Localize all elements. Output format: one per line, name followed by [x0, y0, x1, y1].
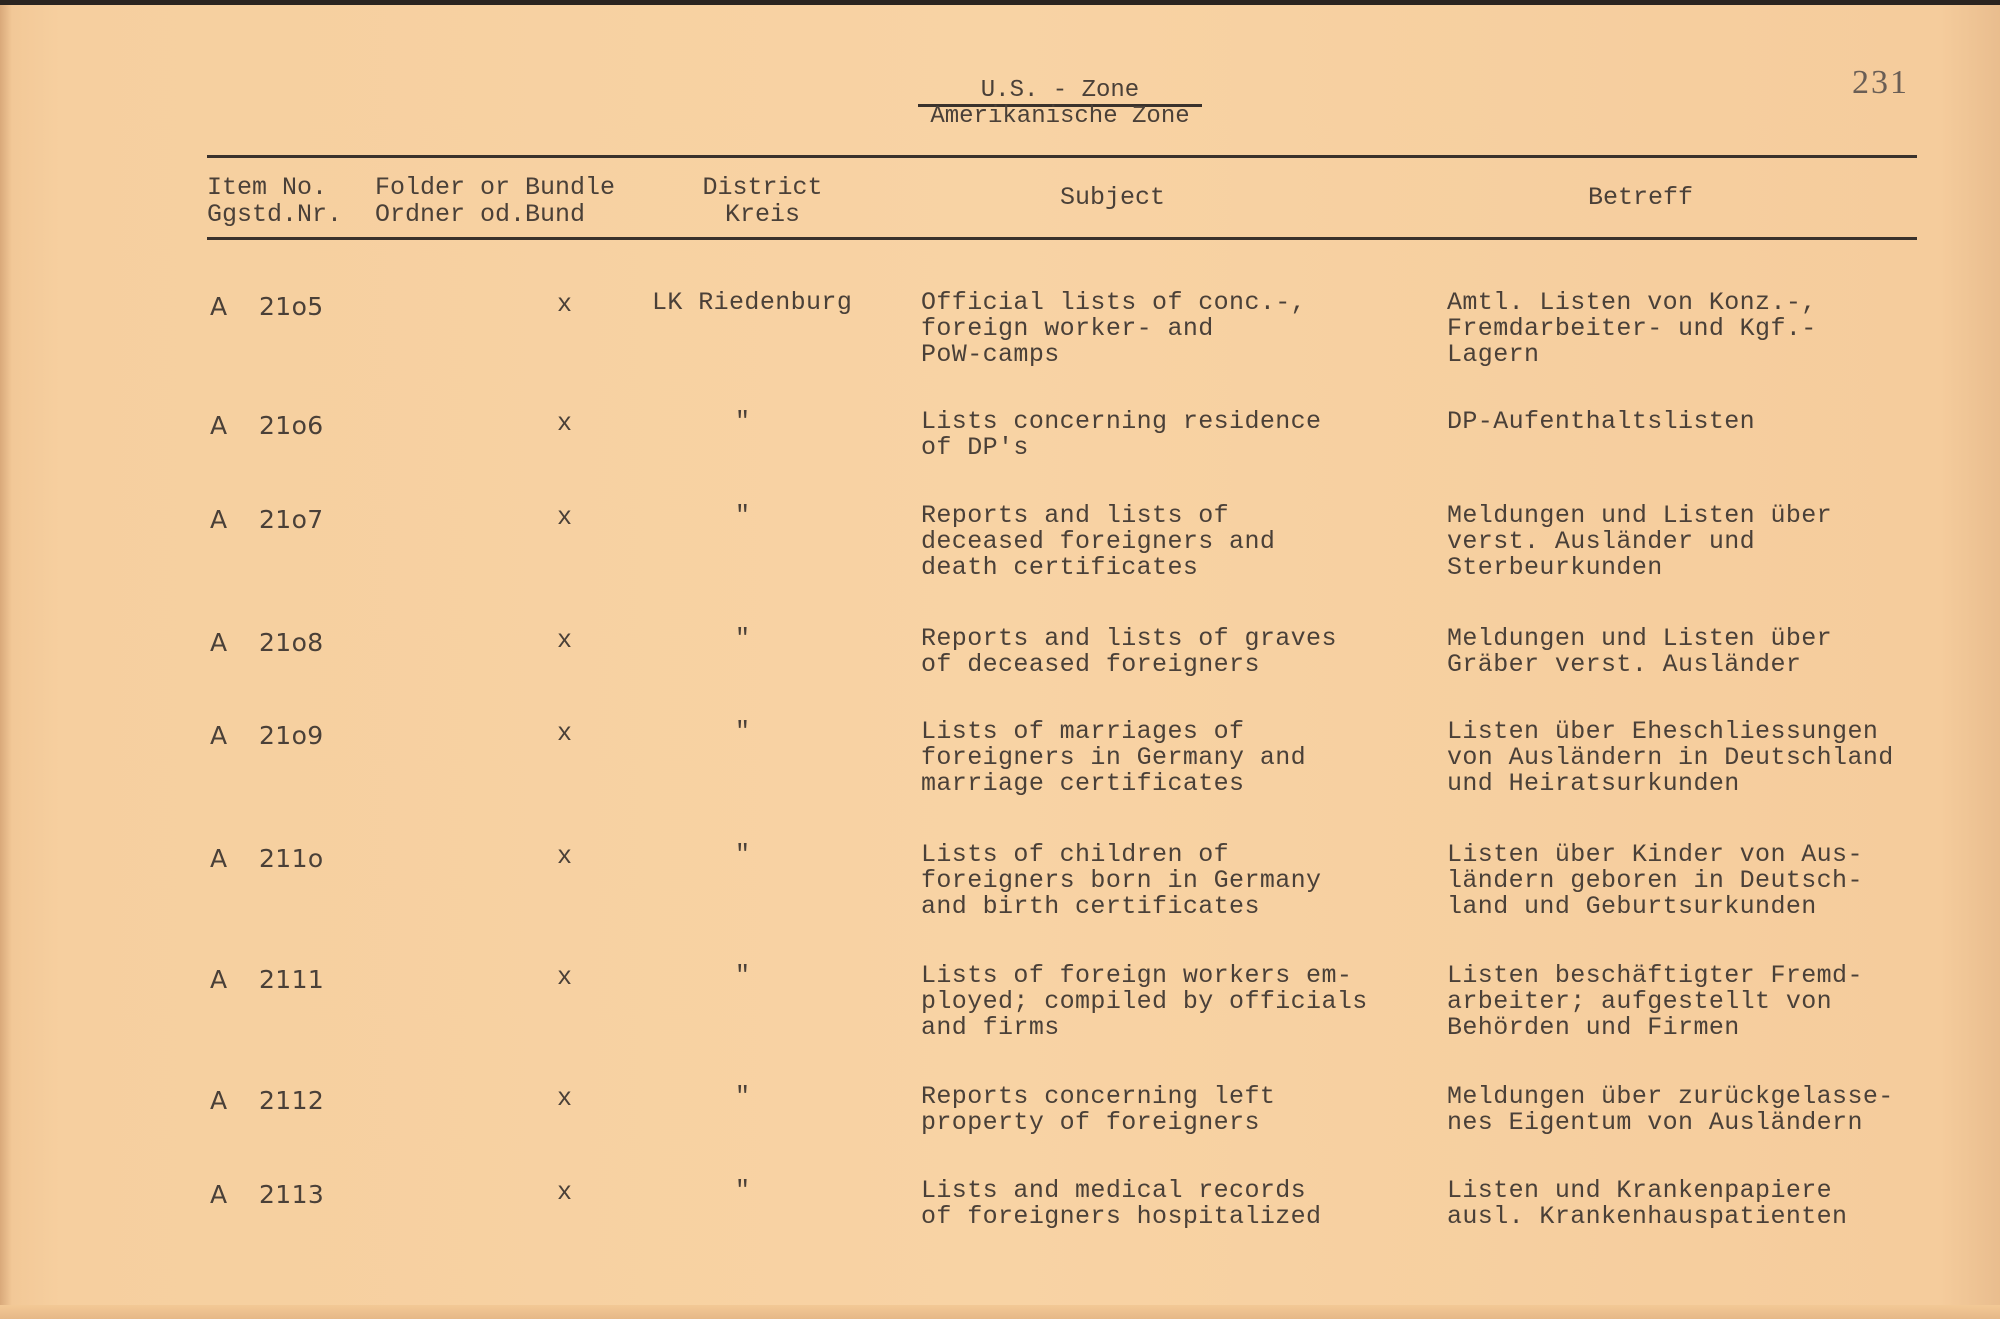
betreff: Listen und Krankenpapiere ausl. Krankenhauspatienten: [1447, 1176, 1848, 1231]
betreff: Meldungen über zurückgelasse- nes Eigentum von Ausländern: [1447, 1082, 1894, 1137]
betreff: Meldungen und Listen über Gräber verst. Ausländer: [1447, 624, 1833, 679]
subject: Lists of marriages of foreigners in Germany and marriage certificates: [921, 717, 1307, 798]
folder-mark: x: [557, 719, 573, 748]
item-prefix: A: [210, 721, 228, 750]
subject: Lists of foreign workers em- ployed; compiled by officials and firms: [921, 961, 1368, 1042]
folder-mark: x: [557, 409, 573, 438]
zone-subtitle: Amerikanische Zone: [930, 103, 1190, 130]
header-item-de: Ggstd.Nr.: [207, 200, 343, 229]
header-folder-de: Ordner od.Bund: [375, 200, 586, 229]
subject: Lists and medical records of foreigners hospitalized: [921, 1176, 1322, 1231]
district: LK Riedenburg: [652, 288, 853, 317]
item-number: 21o8: [259, 628, 324, 657]
item-prefix: A: [210, 505, 228, 534]
header-district-de: Kreis: [724, 200, 800, 229]
subject: Lists concerning residence of DP's: [921, 407, 1322, 462]
folder-mark: x: [557, 963, 573, 992]
header-district-en: District: [702, 173, 823, 202]
betreff: Meldungen und Listen über verst. Ausländer und Sterbeurkunden: [1447, 501, 1833, 582]
header-bottom-rule: [207, 237, 1917, 240]
betreff: Listen über Kinder von Aus- ländern geboren in Deutsch- land und Geburtsurkunden: [1447, 840, 1863, 921]
scan-bottom-edge: [0, 1305, 2000, 1319]
subject: Lists of children of foreigners born in Germany and birth certificates: [921, 840, 1322, 921]
subject: Reports and lists of graves of deceased foreigners: [921, 624, 1337, 679]
district: ": [735, 624, 751, 653]
item-prefix: A: [210, 1086, 228, 1115]
item-prefix: A: [210, 1180, 228, 1209]
subject: Reports concerning left property of foreigners: [921, 1082, 1276, 1137]
district: ": [735, 407, 751, 436]
item-prefix: A: [210, 292, 228, 321]
subject: Official lists of conc.-, foreign worker- and PoW-camps: [921, 288, 1307, 369]
betreff: Amtl. Listen von Konz.-, Fremdarbeiter- und Kgf.- Lagern: [1447, 288, 1817, 369]
folder-mark: x: [557, 290, 573, 319]
scan-top-edge: [0, 0, 2000, 5]
item-prefix: A: [210, 628, 228, 657]
item-number: 21o5: [259, 292, 324, 321]
betreff: Listen über Eheschliessungen von Ausländern in Deutschland und Heiratsurkunden: [1447, 717, 1894, 798]
folder-mark: x: [557, 626, 573, 655]
header-folder-en: Folder or Bundle: [375, 173, 616, 202]
district: ": [735, 840, 751, 869]
zone-title: U.S. - Zone: [980, 77, 1140, 104]
folder-mark: x: [557, 1178, 573, 1207]
district: ": [735, 1176, 751, 1205]
item-number: 21o9: [259, 721, 324, 750]
item-number: 21o7: [259, 505, 324, 534]
district: ": [735, 1082, 751, 1111]
item-number: 21o6: [259, 411, 324, 440]
header-top-rule: [207, 155, 1917, 158]
item-number: 2111: [259, 965, 325, 994]
item-number: 2112: [259, 1086, 325, 1115]
item-prefix: A: [210, 965, 228, 994]
district: ": [735, 501, 751, 530]
header-subject: Subject: [1060, 183, 1166, 212]
item-prefix: A: [210, 844, 228, 873]
page-number: 231: [1852, 64, 1909, 101]
district: ": [735, 717, 751, 746]
folder-mark: x: [557, 1084, 573, 1113]
subject: Reports and lists of deceased foreigners and death certificates: [921, 501, 1276, 582]
item-prefix: A: [210, 411, 228, 440]
folder-mark: x: [557, 503, 573, 532]
header-item-en: Item No.: [207, 173, 328, 202]
header-betreff: Betreff: [1588, 183, 1694, 212]
item-number: 2113: [259, 1180, 325, 1209]
folder-mark: x: [557, 842, 573, 871]
betreff: Listen beschäftigter Fremd- arbeiter; aufgestellt von Behörden und Firmen: [1447, 961, 1863, 1042]
item-number: 211o: [259, 844, 324, 873]
district: ": [735, 961, 751, 990]
betreff: DP-Aufenthaltslisten: [1447, 407, 1756, 436]
